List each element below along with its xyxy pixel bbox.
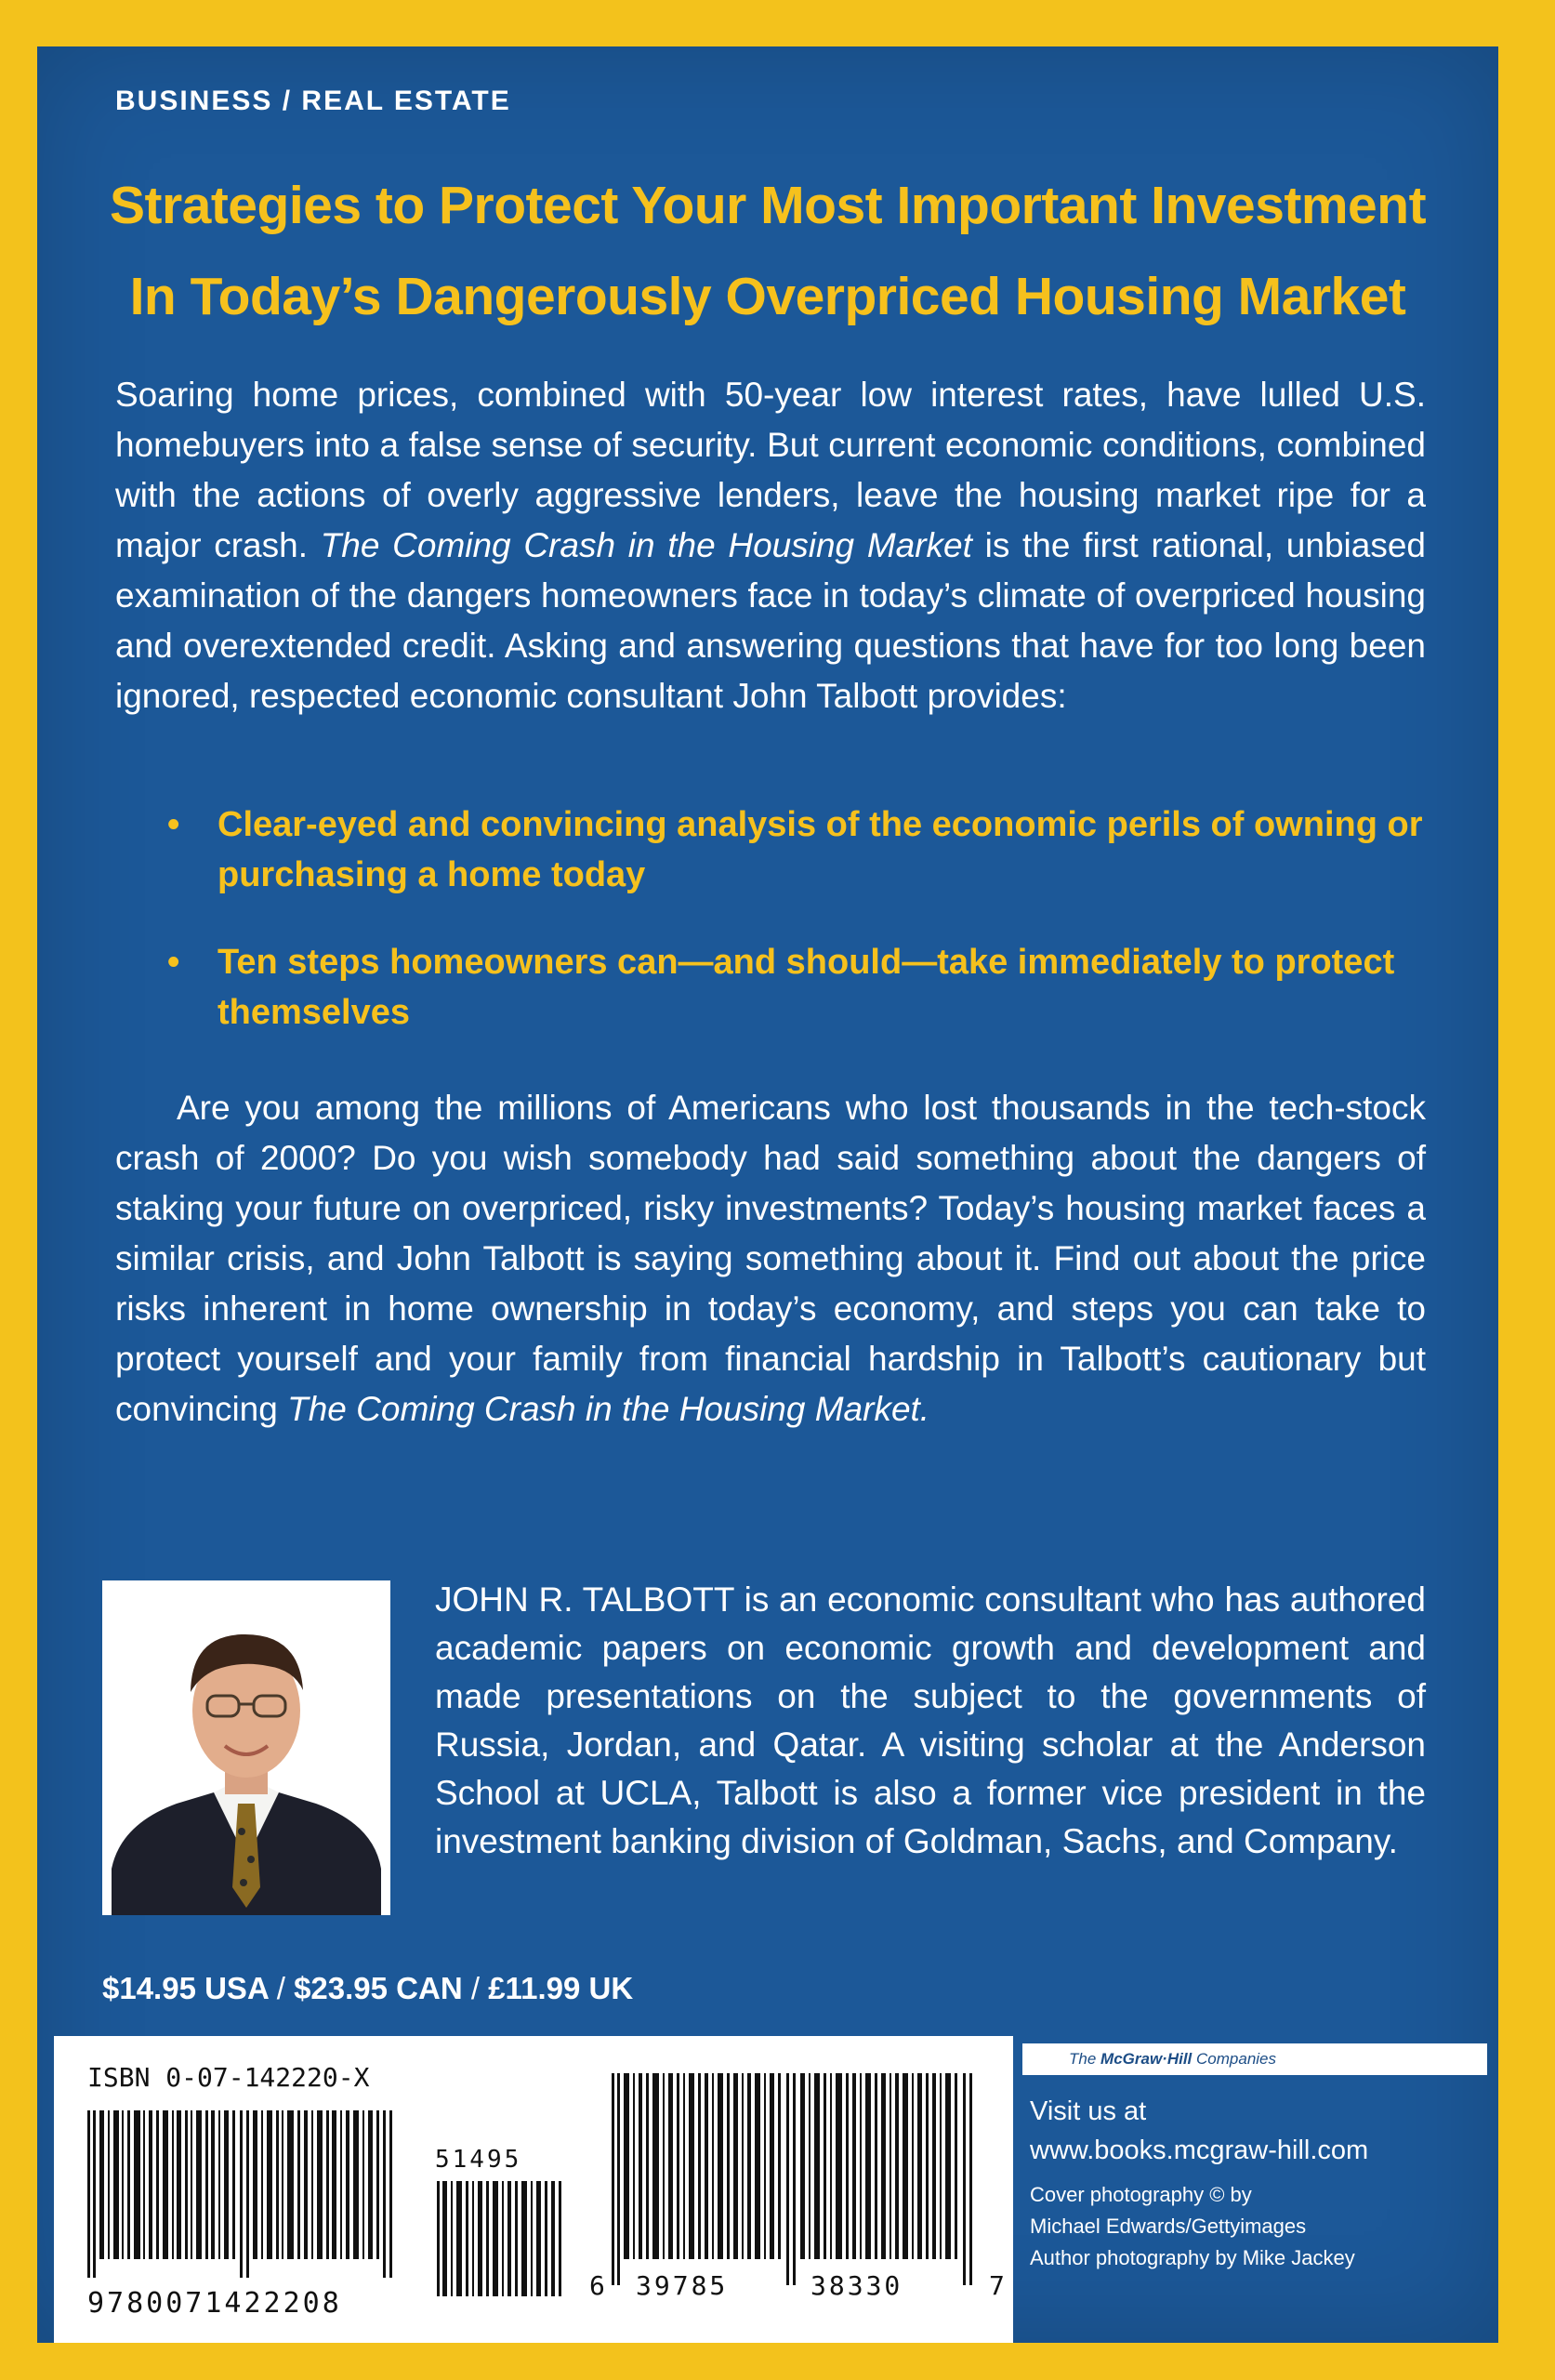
book-title-italic: The Coming Crash in the Housing Market. <box>287 1390 930 1428</box>
addon-barcode <box>437 2181 567 2296</box>
cover-credit: Cover photography © by <box>1030 2183 1252 2206</box>
price-usa: $14.95 USA <box>102 1971 269 2005</box>
ean-digits: 9780071422208 <box>87 2287 342 2320</box>
publisher-logo: The McGraw·Hill Companies <box>1022 2043 1487 2075</box>
price-line: $14.95 USA / $23.95 CAN / £11.99 UK <box>102 1971 634 2005</box>
addon-digits: 51495 <box>435 2146 522 2174</box>
headline-line-2: In Today’s Dangerously Overpriced Housing Market <box>129 267 1406 326</box>
price-can: $23.95 CAN <box>294 1971 463 2005</box>
isbn-label: ISBN 0-07-142220-X <box>87 2062 370 2093</box>
cover-credit-name: Michael Edwards/Gettyimages <box>1030 2215 1307 2238</box>
book-title-italic: The Coming Crash in the Housing Market <box>320 526 972 564</box>
upc-group-1: 39785 <box>636 2270 729 2301</box>
barcode-panel <box>54 2036 1013 2343</box>
intro-paragraph: Soaring home prices, combined with 50-year low interest rates, have lulled U.S. homebuyers into a false sense of security. But current economic conditions, combined with the actions of overly aggressive lenders, leave the housing market ripe for a major crash. The Coming Crash in the Housing Market is the first rational, unbiased examination of the dangers homeowners face in today’s climate of overpriced housing and overextended credit. Asking and answering questions that have for too long been ignored, respected economic consultant John Talbott provides: <box>115 376 1426 715</box>
category-label: BUSINESS / REAL ESTATE <box>115 86 511 116</box>
author-photo <box>102 1580 390 1915</box>
upc-right-digit: 7 <box>989 2270 1008 2301</box>
price-uk: £11.99 UK <box>488 1971 634 2005</box>
bullet-marker: • <box>167 805 180 844</box>
upc-barcode <box>612 2073 983 2285</box>
bullet-marker: • <box>167 943 180 982</box>
author-bio: JOHN R. TALBOTT is an economic consultant who has authored academic papers on economic growth and development and made presentations on the subject to the governments of Russia, Jordan, and Qatar. A visiting scholar at the Anderson School at UCLA, Talbott is also a former vice president in the investment banking division of Goldman, Sachs, and Company. <box>435 1580 1426 1860</box>
author-portrait-illustration <box>102 1580 390 1915</box>
back-cover <box>37 46 1498 2343</box>
visit-label: Visit us at <box>1030 2096 1147 2126</box>
website-url: www.books.mcgraw-hill.com <box>1030 2135 1369 2165</box>
headline <box>37 160 1498 342</box>
upc-group-2: 38330 <box>810 2270 903 2301</box>
author-photo-credit: Author photography by Mike Jackey <box>1030 2246 1355 2269</box>
closing-paragraph: Are you among the millions of Americans who lost thousands in the tech-stock crash of 2000? Do you wish somebody had said something about the dangers of staking your future on overpriced, risky investments? Today’s housing market faces a similar crisis, and John Talbott is saying something about it. Find out about the price risks inherent in home ownership in today’s economy, and steps you can take to protect yourself and your family from financial hardship in Talbott’s cautionary but convincing The Coming Crash in the Housing Market. <box>115 1089 1426 1428</box>
isbn-barcode <box>87 2110 433 2278</box>
bullet-list <box>167 800 1450 1075</box>
bullet-item: • Ten steps homeowners can—and should—take immediately to protect themselves <box>167 937 1450 1038</box>
publisher-info <box>1030 2092 1485 2274</box>
headline-line-1: Strategies to Protect Your Most Important Investment <box>109 176 1427 235</box>
upc-left-digit: 6 <box>589 2270 608 2301</box>
bullet-item: • Clear-eyed and convincing analysis of the economic perils of owning or purchasing a home today <box>167 800 1450 900</box>
